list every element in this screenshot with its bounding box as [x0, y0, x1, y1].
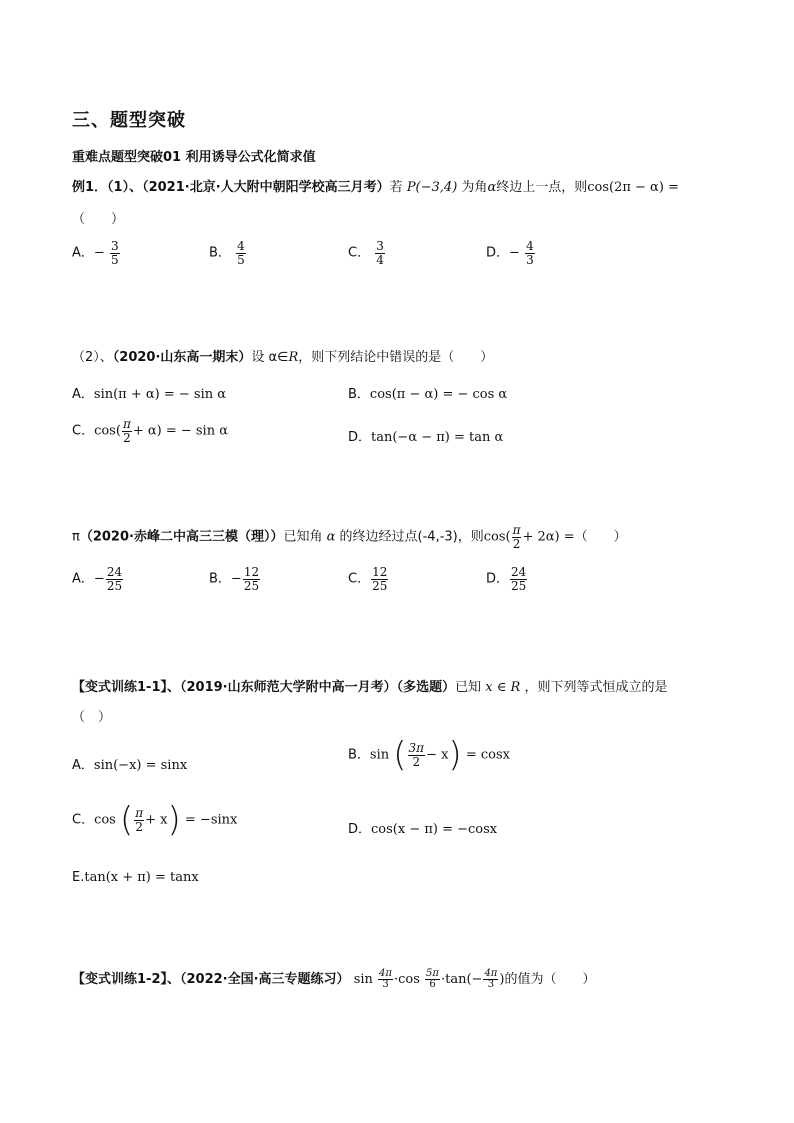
section-title: 三、题型突破	[72, 110, 186, 131]
option-expr: tan(x + π) = tanx	[84, 870, 199, 885]
v11-label: 【变式训练1-1】、	[72, 680, 180, 695]
v12-text: 的值为（ ）	[504, 972, 596, 987]
ex1-q3-line	[72, 524, 627, 550]
option-sign: −	[509, 245, 520, 261]
denominator: 5	[110, 252, 119, 267]
v11-text-a: 已知	[455, 680, 482, 695]
v12-source: （2022·全国·高三专题练习）	[180, 972, 350, 987]
numerator: 12	[243, 565, 260, 579]
option-fraction	[525, 240, 535, 266]
q2-number: （2）、	[72, 350, 113, 365]
option-fraction	[134, 807, 144, 833]
q1-text-a: 若	[389, 180, 403, 195]
q3-expr-post: + 2α) =	[522, 529, 575, 545]
q2-text-b: ，则下列结论中错误的是（ ）	[298, 350, 494, 365]
q3-text-b: 的终边经过点(-4,-3)，则	[339, 529, 484, 545]
denominator: 2	[123, 430, 131, 445]
option-expr-pre: cos	[94, 812, 116, 828]
option-label: B．	[348, 747, 370, 763]
option-fraction	[375, 240, 385, 266]
option-fraction	[408, 742, 426, 768]
ex1-label: 例1．	[72, 180, 108, 195]
q3-number: π	[72, 529, 80, 545]
option-label: C．	[348, 245, 371, 261]
option-expr-post: + α) = − sin α	[132, 423, 228, 439]
q1-option-a[interactable]	[72, 240, 121, 266]
v11-answer-paren: （ ）	[72, 710, 112, 725]
v11-source: （2019·山东师范大学附中高一月考）（多选题）	[180, 680, 456, 695]
numerator: 4π	[379, 967, 392, 979]
denominator: 3	[487, 979, 495, 990]
denominator: 5	[237, 252, 245, 267]
v11-option-b[interactable]	[348, 735, 510, 775]
v12-label: 【变式训练1-2】、	[72, 972, 180, 987]
option-expr-mid: + x	[145, 812, 168, 828]
q2-source: （2020·山东高一期末）	[112, 350, 252, 365]
option-label: C．	[348, 571, 371, 587]
q1-option-d[interactable]	[486, 240, 536, 266]
option-expr-mid: − x	[426, 747, 449, 763]
denominator: 25	[243, 578, 260, 593]
option-label: C．	[72, 812, 95, 828]
numerator: π	[512, 523, 521, 537]
q2-option-d[interactable]	[348, 426, 503, 445]
denominator: 2	[412, 754, 421, 769]
option-label: A．	[72, 758, 94, 773]
v12-fraction-2	[425, 969, 440, 991]
option-expr-pre: sin	[369, 747, 390, 763]
numerator: 4	[526, 239, 534, 253]
q3-expr-pre: cos(	[483, 529, 511, 545]
right-paren: )	[448, 735, 462, 775]
q3-source: （2020·赤峰二中高三三模（理））	[79, 529, 284, 545]
option-label: A．	[72, 571, 94, 587]
ex1-q1-line	[72, 176, 679, 195]
v12-tan: ·tan(−	[440, 972, 483, 987]
denominator: 3	[382, 979, 389, 990]
q3-text-a: 已知角	[283, 529, 323, 545]
option-expr-post: = −sinx	[184, 812, 238, 828]
option-fraction	[122, 418, 132, 444]
right-paren: )	[167, 800, 181, 840]
v11-option-e[interactable]	[72, 870, 199, 885]
numerator: π	[135, 805, 144, 820]
q1-source: （2021·北京·人大附中朝阳学校高三月考）	[142, 180, 390, 195]
v11-line	[72, 676, 667, 695]
q3-option-a[interactable]	[72, 566, 124, 592]
option-label: C．	[72, 423, 95, 439]
q1-option-c[interactable]	[348, 240, 386, 266]
numerator: 3π	[408, 740, 425, 755]
option-label: D．	[348, 430, 372, 445]
v11-option-c[interactable]	[72, 800, 238, 840]
option-fraction	[110, 240, 120, 266]
q3-option-d[interactable]	[486, 566, 528, 592]
option-sign: −	[230, 571, 242, 587]
denominator: 25	[372, 578, 388, 593]
option-sign: −	[93, 245, 105, 261]
numerator: 3	[376, 239, 384, 253]
numerator: 12	[372, 565, 388, 579]
option-label: D．	[486, 571, 510, 587]
q1-alpha: α	[487, 180, 497, 195]
q3-alpha: α	[326, 529, 336, 545]
v12-line	[72, 968, 595, 991]
option-fraction	[236, 240, 246, 266]
q2-option-c[interactable]	[72, 418, 228, 444]
numerator: 4π	[484, 967, 498, 979]
option-label: B．	[209, 571, 231, 587]
v11-option-d[interactable]	[348, 818, 497, 837]
denominator: 25	[511, 578, 527, 593]
option-expr: sin(−x) = sinx	[93, 758, 188, 773]
q2-text-a: 设 α∈	[251, 350, 289, 365]
v12-fraction-3	[483, 969, 498, 991]
q1-text-b: 为角	[461, 180, 488, 195]
option-expr-post: = cosx	[465, 747, 510, 763]
q2-option-b[interactable]	[348, 383, 507, 402]
option-fraction	[106, 566, 123, 592]
v11-option-a[interactable]	[72, 754, 187, 773]
option-expr: sin(π + α) = − sin α	[93, 387, 227, 402]
option-sign: −	[93, 571, 105, 587]
option-label: B．	[209, 245, 231, 261]
v11-condition: x ∈ R	[485, 680, 521, 695]
v12-cos: ·cos	[393, 972, 420, 987]
numerator: 3	[110, 239, 119, 253]
q1-text-c: 终边上一点，则	[496, 180, 588, 195]
option-fraction	[510, 566, 527, 592]
numerator: π	[122, 417, 131, 431]
numerator: 4	[237, 239, 245, 253]
q1-point: P(−3,4)	[406, 180, 458, 195]
numerator: 24	[106, 565, 123, 579]
q1-expr: cos(2π − α) =	[587, 180, 679, 195]
q2-option-a[interactable]	[72, 383, 226, 402]
v12-close: )	[499, 972, 505, 987]
option-expr-pre: cos(	[94, 423, 121, 439]
option-expr: tan(−α − π) = tan α	[371, 430, 504, 445]
option-label: A．	[72, 387, 94, 402]
subsection-title: 重难点题型突破01 利用诱导公式化简求值	[72, 150, 316, 165]
denominator: 4	[376, 252, 384, 267]
q3-option-c[interactable]	[348, 566, 389, 592]
denominator: 25	[106, 578, 123, 593]
v11-text-b: ，则下列等式恒成立的是	[524, 680, 668, 695]
option-label: E.	[72, 870, 85, 885]
left-paren: (	[393, 735, 407, 775]
numerator: 24	[511, 565, 527, 579]
option-expr: cos(x − π) = −cosx	[371, 822, 498, 837]
v12-sin: sin	[353, 972, 373, 987]
q1-number: （1）、	[107, 180, 143, 195]
numerator: 5π	[426, 967, 439, 979]
q3-fraction	[512, 524, 522, 550]
q1-option-b[interactable]	[209, 240, 247, 266]
ex1-q2-line	[72, 346, 493, 365]
option-label: A．	[72, 245, 94, 261]
q3-answer-paren: （ ）	[574, 529, 627, 545]
q3-option-b[interactable]	[209, 566, 261, 592]
left-paren: (	[120, 800, 134, 840]
option-label: D．	[348, 822, 372, 837]
q2-set-r: R	[288, 350, 299, 365]
denominator: 2	[512, 536, 521, 551]
option-label: D．	[486, 245, 510, 261]
q1-answer-paren: （ ）	[72, 212, 125, 227]
denominator: 3	[526, 252, 534, 267]
option-fraction	[371, 566, 388, 592]
option-fraction	[243, 566, 260, 592]
option-label: B．	[348, 387, 370, 402]
option-expr: cos(π − α) = − cos α	[369, 387, 508, 402]
denominator: 6	[429, 979, 436, 990]
v12-fraction-1	[378, 969, 393, 991]
denominator: 2	[135, 819, 144, 834]
